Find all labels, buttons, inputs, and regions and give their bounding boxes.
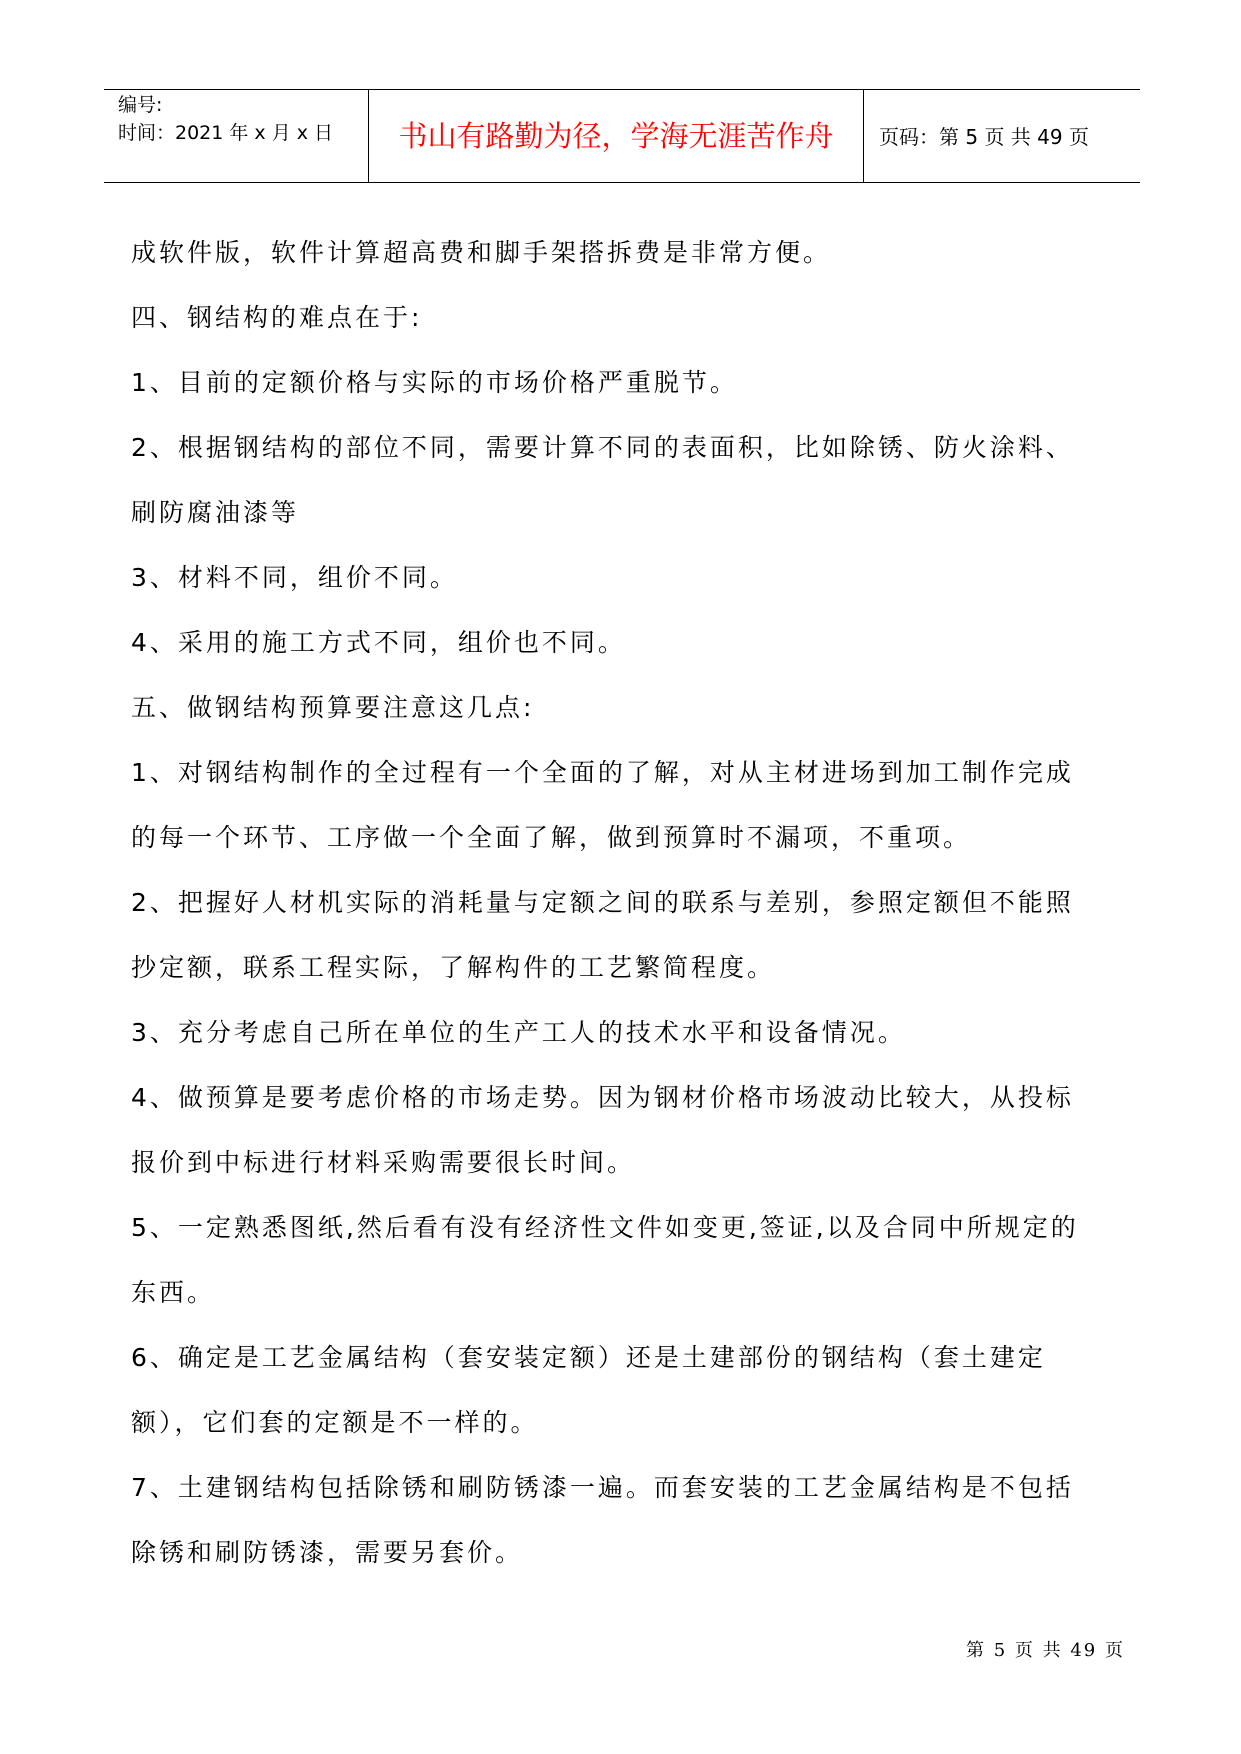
header-left-cell <box>104 90 369 182</box>
body-line: 抄定额，联系工程实际，了解构件的工艺繁简程度。 <box>131 953 776 982</box>
body-line: 4、做预算是要考虑价格的市场走势。因为钢材价格市场波动比较大，从投标 <box>131 1083 1074 1112</box>
body-line: 7、土建钢结构包括除锈和刷防锈漆一遍。而套安装的工艺金属结构是不包括 <box>131 1473 1074 1502</box>
body-line: 的每一个环节、工序做一个全面了解，做到预算时不漏项，不重项。 <box>131 823 972 852</box>
body-line: 3、充分考虑自己所在单位的生产工人的技术水平和设备情况。 <box>131 1018 906 1047</box>
body-line: 1、目前的定额价格与实际的市场价格严重脱节。 <box>131 368 738 397</box>
body-line: 四、钢结构的难点在于: <box>131 303 423 332</box>
body-line: 2、根据钢结构的部位不同，需要计算不同的表面积，比如除锈、防火涂料、 <box>131 433 1074 462</box>
body-line: 刷防腐油漆等 <box>131 498 300 527</box>
body-line: 成软件版，软件计算超高费和脚手架搭拆费是非常方便。 <box>131 238 832 267</box>
document-time-label: 时间：2021 年 x 月 x 日 <box>118 122 334 144</box>
body-line: 5、一定熟悉图纸,然后看有没有经济性文件如变更,签证,以及合同中所规定的 <box>131 1213 1079 1242</box>
body-line: 4、采用的施工方式不同，组价也不同。 <box>131 628 626 657</box>
body-line: 五、做钢结构预算要注意这几点: <box>131 693 535 722</box>
body-line: 1、对钢结构制作的全过程有一个全面的了解，对从主材进场到加工制作完成 <box>131 758 1074 787</box>
body-line: 报价到中标进行材料采购需要很长时间。 <box>131 1148 636 1177</box>
body-line: 除锈和刷防锈漆，需要另套价。 <box>131 1538 524 1567</box>
body-line: 3、材料不同，组价不同。 <box>131 563 458 592</box>
body-line: 东西。 <box>131 1278 216 1307</box>
header-middle-cell <box>369 90 864 182</box>
document-body <box>131 220 1121 1585</box>
footer-page-number: 第 5 页 共 49 页 <box>966 1640 1125 1661</box>
header-page-number: 页码：第 5 页 共 49 页 <box>879 125 1089 149</box>
body-line: 2、把握好人材机实际的消耗量与定额之间的联系与差别，参照定额但不能照 <box>131 888 1074 917</box>
body-line: 6、确定是工艺金属结构（套安装定额）还是土建部份的钢结构（套土建定 <box>131 1343 1046 1372</box>
document-number-label: 编号: <box>118 94 163 116</box>
body-line: 额），它们套的定额是不一样的。 <box>131 1408 539 1437</box>
header-motto: 书山有路勤为径，学海无涯苦作舟 <box>398 119 834 153</box>
page-header <box>104 89 1140 183</box>
